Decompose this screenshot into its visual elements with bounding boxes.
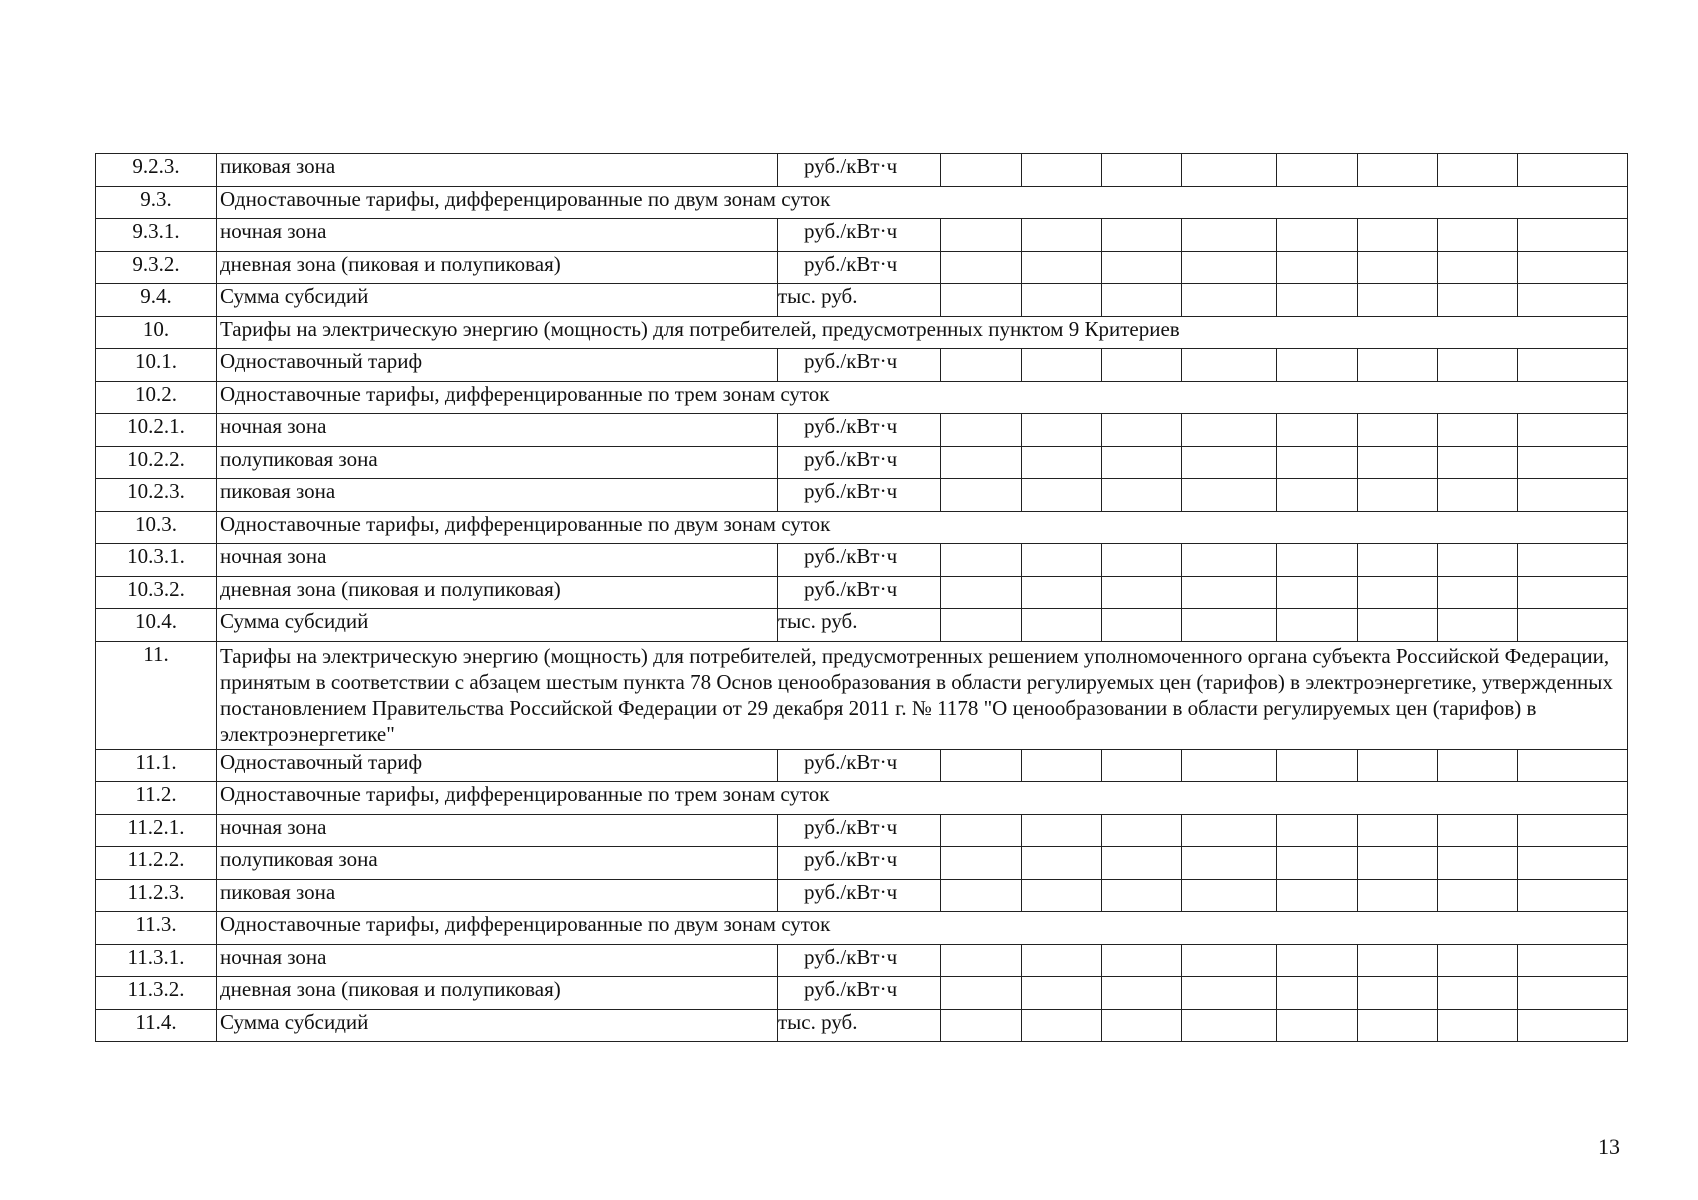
value-cell [1102,576,1182,609]
table-row [96,879,1628,912]
table-section-row [96,316,1628,349]
value-cell [1518,576,1628,609]
value-cell [1182,219,1277,252]
table-row [96,749,1628,782]
value-cell [1182,1009,1277,1042]
row-unit-label: руб./кВт·ч [804,446,898,471]
value-cell [1518,219,1628,252]
value-cell [1102,349,1182,382]
value-cell [1102,847,1182,880]
value-cell [1438,609,1518,642]
row-unit [778,1009,941,1042]
row-unit [778,154,941,187]
row-unit-label: руб./кВт·ч [804,944,898,969]
value-cell [941,154,1022,187]
section-heading: Тарифы на электрическую энергию (мощность) для потребителей, предусмотренных пунктом 9 Критериев [217,316,1628,349]
value-cell [1102,879,1182,912]
table-row [96,251,1628,284]
value-cell [1518,414,1628,447]
row-unit [778,251,941,284]
value-cell [1102,814,1182,847]
table-section-row [96,912,1628,945]
row-number: 10.2.3. [96,479,217,512]
value-cell [1182,479,1277,512]
table-row [96,479,1628,512]
value-cell [1102,544,1182,577]
value-cell [1022,1009,1102,1042]
table-section-row [96,782,1628,815]
value-cell [1438,814,1518,847]
value-cell [1182,879,1277,912]
row-unit [778,284,941,317]
value-cell [1182,814,1277,847]
row-number: 10.2.1. [96,414,217,447]
row-unit-label: руб./кВт·ч [804,847,898,871]
value-cell [1022,944,1102,977]
value-cell [1438,1009,1518,1042]
value-cell [1182,977,1277,1010]
value-cell [941,609,1022,642]
row-description: Сумма субсидий [217,284,778,317]
value-cell [1182,154,1277,187]
value-cell [1277,879,1358,912]
row-unit [778,814,941,847]
row-number: 9.4. [96,284,217,317]
value-cell [941,944,1022,977]
value-cell [1438,414,1518,447]
value-cell [1358,847,1438,880]
value-cell [1102,154,1182,187]
row-unit [778,446,941,479]
value-cell [1358,944,1438,977]
value-cell [1358,576,1438,609]
row-unit-label: руб./кВт·ч [804,749,898,774]
row-unit [778,879,941,912]
value-cell [1358,1009,1438,1042]
value-cell [1358,479,1438,512]
value-cell [1518,446,1628,479]
value-cell [1102,1009,1182,1042]
value-cell [1277,414,1358,447]
value-cell [1022,544,1102,577]
value-cell [1358,814,1438,847]
table-row [96,1009,1628,1042]
value-cell [1438,284,1518,317]
table-row [96,609,1628,642]
value-cell [941,576,1022,609]
table-row [96,847,1628,880]
section-heading: Одноставочные тарифы, дифференцированные по трем зонам суток [217,381,1628,414]
value-cell [941,479,1022,512]
row-description: полупиковая зона [217,446,778,479]
row-unit [778,349,941,382]
row-number: 11.3. [96,912,217,945]
value-cell [1518,879,1628,912]
table-row [96,219,1628,252]
row-unit-label: руб./кВт·ч [804,251,898,276]
value-cell [1438,349,1518,382]
row-unit-label: руб./кВт·ч [804,977,898,1001]
row-description: дневная зона (пиковая и полупиковая) [217,251,778,284]
value-cell [1358,251,1438,284]
section-heading: Одноставочные тарифы, дифференцированные по двум зонам суток [217,186,1628,219]
value-cell [941,977,1022,1010]
value-cell [1358,284,1438,317]
value-cell [1182,944,1277,977]
row-description: ночная зона [217,544,778,577]
row-number: 11.3.2. [96,977,217,1010]
value-cell [1277,814,1358,847]
value-cell [941,814,1022,847]
row-number: 10.2. [96,381,217,414]
value-cell [1182,414,1277,447]
section-heading: Одноставочные тарифы, дифференцированные по двум зонам суток [217,912,1628,945]
value-cell [1022,977,1102,1010]
value-cell [1102,977,1182,1010]
row-number: 9.2.3. [96,154,217,187]
value-cell [941,544,1022,577]
value-cell [1358,446,1438,479]
table-row [96,944,1628,977]
value-cell [1277,219,1358,252]
table-row [96,544,1628,577]
row-unit-label: тыс. руб. [778,1009,858,1034]
value-cell [1022,814,1102,847]
row-number: 11.3.1. [96,944,217,977]
value-cell [941,219,1022,252]
row-description: дневная зона (пиковая и полупиковая) [217,977,778,1010]
row-description: Сумма субсидий [217,1009,778,1042]
value-cell [1277,847,1358,880]
value-cell [1022,284,1102,317]
value-cell [1438,446,1518,479]
table-section-row [96,381,1628,414]
value-cell [1438,576,1518,609]
value-cell [1518,977,1628,1010]
value-cell [1277,576,1358,609]
table-row [96,349,1628,382]
row-unit-label: руб./кВт·ч [804,814,898,839]
value-cell [1102,944,1182,977]
value-cell [1438,944,1518,977]
row-unit [778,847,941,880]
row-number: 9.3. [96,186,217,219]
page-number: 13 [1598,1134,1620,1159]
tariff-table [95,153,1628,1042]
value-cell [1518,749,1628,782]
row-description: пиковая зона [217,154,778,187]
value-cell [1277,977,1358,1010]
value-cell [1277,154,1358,187]
row-number: 9.3.1. [96,219,217,252]
value-cell [1438,154,1518,187]
value-cell [1022,879,1102,912]
row-number: 10.3.2. [96,576,217,609]
row-unit [778,576,941,609]
row-unit-label: руб./кВт·ч [804,154,898,178]
value-cell [941,251,1022,284]
row-unit-label: руб./кВт·ч [804,219,898,243]
row-number: 10. [96,316,217,349]
row-unit [778,944,941,977]
row-number: 11.4. [96,1009,217,1042]
value-cell [1102,284,1182,317]
row-number: 10.3. [96,511,217,544]
value-cell [1358,749,1438,782]
value-cell [1438,251,1518,284]
value-cell [1438,219,1518,252]
row-description: пиковая зона [217,479,778,512]
value-cell [1022,414,1102,447]
row-description: полупиковая зона [217,847,778,880]
row-number: 10.4. [96,609,217,642]
value-cell [1277,544,1358,577]
value-cell [1022,847,1102,880]
value-cell [1277,479,1358,512]
row-description: пиковая зона [217,879,778,912]
row-number: 10.1. [96,349,217,382]
value-cell [1438,479,1518,512]
value-cell [1022,479,1102,512]
value-cell [1102,219,1182,252]
section-heading: Тарифы на электрическую энергию (мощность) для потребителей, предусмотренных решением уполномоченного органа субъекта Российской Федерации, принятым в соответствии с абзацем шестым пункта 78 Основ ценообразования в области регулируемых цен (тарифов) в электроэнергетике, утвержденных постановлением Правительства Российской Федерации от 29 декабря 2011 г. № 1178 "О ценообразовании в области регулируемых цен (тарифов) в электроэнергетике" [217,641,1628,749]
value-cell [1358,977,1438,1010]
row-unit-label: руб./кВт·ч [804,544,898,568]
table-row [96,814,1628,847]
value-cell [1277,349,1358,382]
value-cell [1518,251,1628,284]
table-section-row [96,186,1628,219]
table-row [96,284,1628,317]
value-cell [1518,847,1628,880]
row-unit-label: тыс. руб. [778,284,858,308]
row-unit [778,749,941,782]
row-description: ночная зона [217,219,778,252]
value-cell [1022,576,1102,609]
value-cell [1358,349,1438,382]
value-cell [1277,284,1358,317]
value-cell [1518,1009,1628,1042]
value-cell [1358,609,1438,642]
value-cell [1182,576,1277,609]
row-unit [778,977,941,1010]
row-description: ночная зона [217,414,778,447]
value-cell [1022,446,1102,479]
section-heading: Одноставочные тарифы, дифференцированные по двум зонам суток [217,511,1628,544]
value-cell [1358,879,1438,912]
row-unit-label: тыс. руб. [778,609,858,633]
value-cell [941,414,1022,447]
value-cell [1182,544,1277,577]
table-row [96,414,1628,447]
row-unit-label: руб./кВт·ч [804,414,898,438]
row-unit [778,609,941,642]
row-unit-label: руб./кВт·ч [804,349,898,373]
value-cell [1277,944,1358,977]
value-cell [1102,446,1182,479]
value-cell [1358,154,1438,187]
value-cell [1438,544,1518,577]
table-row [96,154,1628,187]
value-cell [1182,609,1277,642]
value-cell [1518,284,1628,317]
value-cell [1022,154,1102,187]
row-unit-label: руб./кВт·ч [804,479,898,503]
row-number: 11.2. [96,782,217,815]
value-cell [941,1009,1022,1042]
row-unit [778,414,941,447]
row-unit-label: руб./кВт·ч [804,879,898,904]
value-cell [1102,609,1182,642]
value-cell [1277,749,1358,782]
row-number: 11.2.1. [96,814,217,847]
value-cell [1277,446,1358,479]
value-cell [1182,251,1277,284]
value-cell [1358,414,1438,447]
value-cell [1102,749,1182,782]
value-cell [1102,414,1182,447]
tariff-table-body [96,154,1628,1042]
row-number: 11. [96,641,217,749]
value-cell [1438,977,1518,1010]
value-cell [1438,749,1518,782]
table-row [96,576,1628,609]
section-heading: Одноставочные тарифы, дифференцированные по трем зонам суток [217,782,1628,815]
value-cell [1182,446,1277,479]
value-cell [1277,609,1358,642]
row-number: 10.3.1. [96,544,217,577]
value-cell [941,879,1022,912]
row-unit [778,219,941,252]
value-cell [1358,544,1438,577]
row-number: 11.2.3. [96,879,217,912]
value-cell [1102,251,1182,284]
row-description: ночная зона [217,814,778,847]
value-cell [1518,944,1628,977]
value-cell [1518,814,1628,847]
value-cell [1182,284,1277,317]
row-description: Одноставочный тариф [217,749,778,782]
value-cell [1518,609,1628,642]
value-cell [1022,219,1102,252]
row-number: 9.3.2. [96,251,217,284]
table-row [96,977,1628,1010]
row-number: 11.1. [96,749,217,782]
value-cell [941,847,1022,880]
row-number: 10.2.2. [96,446,217,479]
value-cell [1022,749,1102,782]
value-cell [1022,349,1102,382]
table-row [96,446,1628,479]
value-cell [1438,879,1518,912]
value-cell [941,749,1022,782]
table-section-row [96,511,1628,544]
value-cell [941,284,1022,317]
value-cell [1022,609,1102,642]
value-cell [1518,154,1628,187]
value-cell [1182,847,1277,880]
value-cell [1182,749,1277,782]
row-description: дневная зона (пиковая и полупиковая) [217,576,778,609]
row-description: ночная зона [217,944,778,977]
value-cell [1518,544,1628,577]
value-cell [941,349,1022,382]
value-cell [1358,219,1438,252]
value-cell [1518,479,1628,512]
value-cell [1518,349,1628,382]
value-cell [1102,479,1182,512]
value-cell [1277,1009,1358,1042]
row-unit [778,479,941,512]
value-cell [941,446,1022,479]
row-number: 11.2.2. [96,847,217,880]
row-unit [778,544,941,577]
value-cell [1277,251,1358,284]
row-description: Одноставочный тариф [217,349,778,382]
value-cell [1022,251,1102,284]
row-description: Сумма субсидий [217,609,778,642]
value-cell [1182,349,1277,382]
value-cell [1438,847,1518,880]
row-unit-label: руб./кВт·ч [804,576,898,601]
table-section-row [96,641,1628,749]
